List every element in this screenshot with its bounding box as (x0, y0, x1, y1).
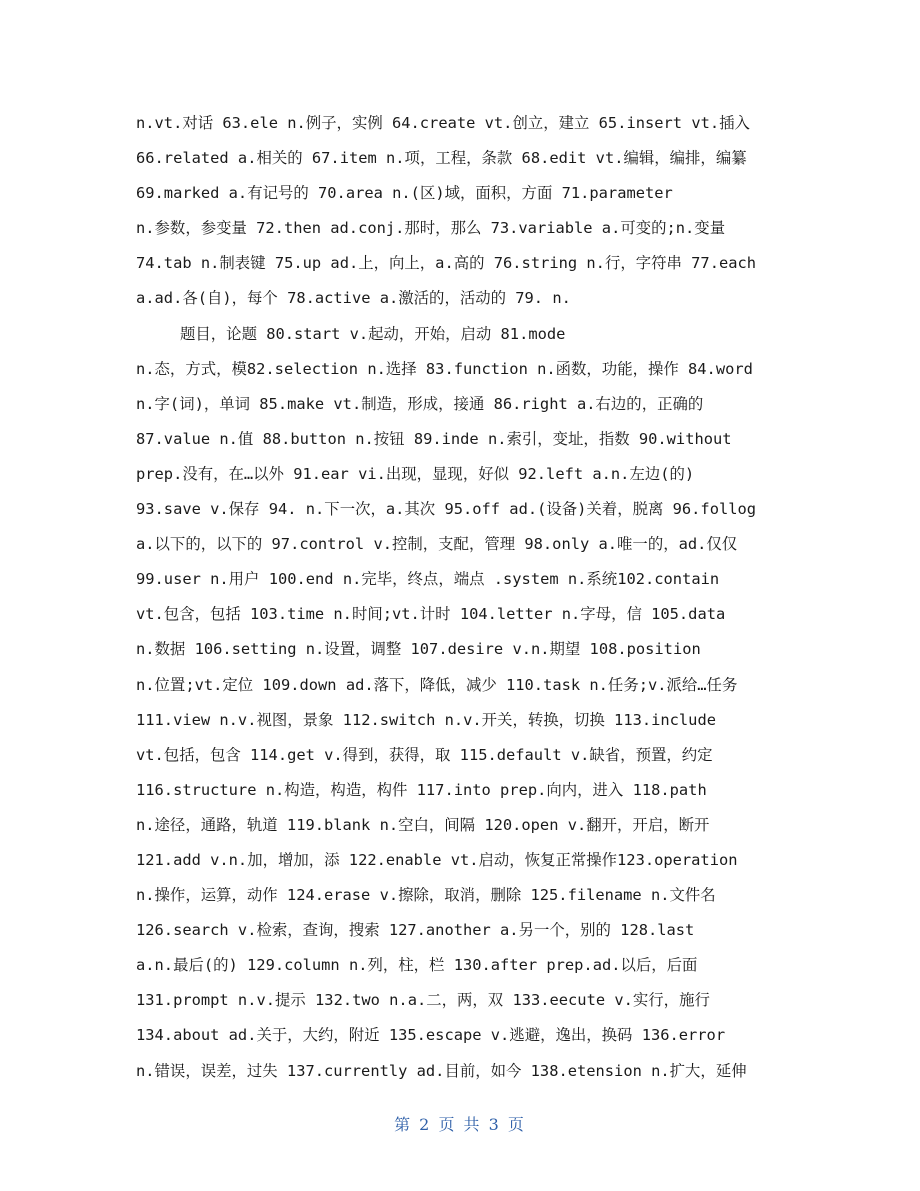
text-line: a.ad.各(自)，每个 78.active a.激活的，活动的 79. n. (136, 289, 571, 308)
text-line: 134.about ad.关于，大约，附近 135.escape v.逃避，逸出，换码 136.error (136, 1026, 726, 1045)
text-line: 69.marked a.有记号的 70.area n.(区)域，面积，方面 71.parameter (136, 184, 673, 203)
text-line: prep.没有，在…以外 91.ear vi.出现，显现，好似 92.left a.n.左边(的) (136, 464, 695, 483)
text-line: 74.tab n.制表键 75.up ad.上，向上，a.高的 76.string n.行，字符串 77.each (136, 254, 757, 273)
text-line: vt.包括，包含 114.get v.得到，获得，取 115.default v.缺省，预置，约定 (136, 745, 713, 764)
text-line: n.操作，运算，动作 124.erase v.擦除，取消，删除 125.filename n.文件名 (136, 886, 716, 905)
text-line: n.参数，参变量 72.then ad.conj.那时，那么 73.variable a.可变的;n.变量 (136, 219, 726, 238)
text-line: 131.prompt n.v.提示 132.two n.a.二，两，双 133.eecute v.实行，施行 (136, 991, 710, 1010)
text-line: 116.structure n.构造，构造，构件 117.into prep.向内，进入 118.path (136, 780, 707, 799)
text-line: 93.save v.保存 94. n.下一次，a.其次 95.off ad.(设备)关着，脱离 96.follog (136, 500, 757, 519)
text-line: vt.包含，包括 103.time n.时间;vt.计时 104.letter n.字母，信 105.data (136, 605, 726, 624)
text-line: 87.value n.值 88.button n.按钮 89.inde n.索引，变址，指数 90.without (136, 429, 732, 448)
text-line: 99.user n.用户 100.end n.完毕，终点，端点 .system n.系统102.contain (136, 570, 720, 589)
text-line-indented: 题目，论题 80.start v.起动，开始，启动 81.mode (180, 324, 566, 343)
text-line: 111.view n.v.视图，景象 112.switch n.v.开关，转换，切换 113.include (136, 710, 716, 729)
text-line: n.位置;vt.定位 109.down ad.落下，降低，减少 110.task n.任务;v.派给…任务 (136, 675, 738, 694)
text-line: n.字(词)，单词 85.make vt.制造，形成，接通 86.right a.右边的，正确的 (136, 394, 704, 413)
text-line: n.vt.对话 63.ele n.例子，实例 64.create vt.创立，建立 65.insert vt.插入 (136, 114, 750, 132)
text-line: 66.related a.相关的 67.item n.项，工程，条款 68.edit vt.编辑，编排，编纂 (136, 149, 747, 168)
text-line: n.错误，误差，过失 137.currently ad.目前，如今 138.etension n.扩大，延伸 (136, 1061, 747, 1080)
vocabulary-text-block (136, 106, 796, 1089)
text-line: n.态，方式，模82.selection n.选择 83.function n.函数，功能，操作 84.word (136, 359, 753, 378)
text-line: n.数据 106.setting n.设置，调整 107.desire v.n.期望 108.position (136, 640, 701, 659)
page-number-footer: 第 2 页 共 3 页 (394, 1115, 526, 1134)
text-line: 121.add v.n.加，增加，添 122.enable vt.启动，恢复正常操作123.operation (136, 850, 738, 869)
text-line: a.以下的，以下的 97.control v.控制，支配，管理 98.only a.唯一的，ad.仅仅 (136, 535, 738, 554)
text-line: n.途径，通路，轨道 119.blank n.空白，间隔 120.open v.翻开，开启，断开 (136, 815, 710, 834)
text-line: 126.search v.检索，查询，搜索 127.another a.另一个，别的 128.last (136, 921, 695, 940)
text-line: a.n.最后(的) 129.column n.列，柱，栏 130.after prep.ad.以后，后面 (136, 956, 698, 975)
